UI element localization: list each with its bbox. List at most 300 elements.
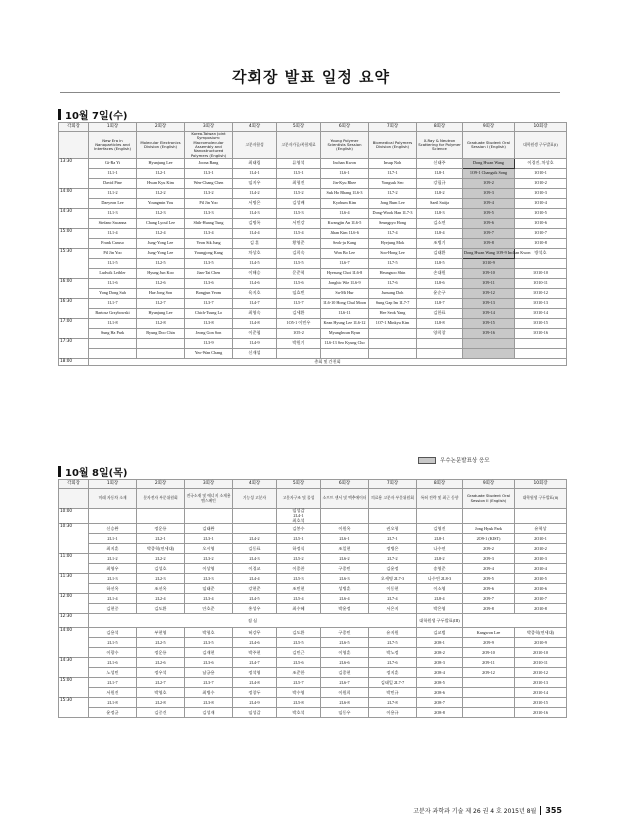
presentation-cell: Sung Ha Park	[89, 329, 137, 339]
presentation-cell	[137, 339, 185, 349]
session-header: 분자전자 부문위원회	[137, 489, 185, 509]
presentation-cell: 1O9-11	[463, 279, 515, 289]
presentation-cell: Yeo-Wan Chang	[185, 349, 233, 359]
presentation-cell: 1O9-3	[463, 189, 515, 199]
schedule-cell	[463, 509, 515, 524]
presentation-cell: 1L6-4	[321, 209, 369, 219]
room-header: 5회장	[277, 123, 321, 132]
presentation-cell: 1O9-1 Changsik Song	[463, 169, 515, 179]
presentation-cell: 2O10-10	[515, 648, 567, 658]
presentation-cell: 김윤정	[369, 564, 417, 574]
presentation-cell: 정석영	[233, 668, 277, 678]
presentation-cell: Daeyeon Lee	[89, 199, 137, 209]
presentation-cell	[463, 708, 515, 718]
presentation-cell: 1L2-3	[137, 209, 185, 219]
presentation-cell: 1L6-10 Hong Chul Moon	[321, 299, 369, 309]
presentation-cell: 1L3-7	[185, 299, 233, 309]
presentation-cell: 1O10-9	[463, 259, 515, 269]
presentation-cell: 1O10-5	[515, 209, 567, 219]
schedule-cell	[515, 509, 567, 524]
presentation-cell: 이종찬	[277, 564, 321, 574]
presentation-cell: Seok-ju Kang	[321, 239, 369, 249]
presentation-cell: 박윤정	[321, 604, 369, 614]
presentation-cell: Kwangjin An 1L6-5	[321, 219, 369, 229]
presentation-cell: 김성재	[185, 708, 233, 718]
presentation-cell: 1L5-1	[277, 169, 321, 179]
lunch-cell: 점 심	[89, 614, 417, 628]
presentation-cell: 2L4-8	[233, 678, 277, 688]
presentation-cell: 2O9-8	[463, 604, 515, 614]
presentation-cell: 1O10-1	[515, 169, 567, 179]
presentation-cell: 1L3-2	[185, 189, 233, 199]
presentation-cell: 2O10-12	[515, 668, 567, 678]
special-line: 최호석	[292, 517, 305, 523]
presentation-cell: 2O10-16	[515, 708, 567, 718]
presentation-cell: 이해승	[233, 269, 277, 279]
chair-cell: 이경진, 차상호	[515, 159, 567, 169]
presentation-cell: 서원진	[89, 688, 137, 698]
room-header: 9회장	[463, 480, 515, 489]
presentation-cell: 2L1-4	[89, 594, 137, 604]
session-header: New Era in Nanoparticles and Interfaces (English)	[89, 132, 137, 159]
presentation-cell: 최지훈	[89, 544, 137, 554]
presentation-cell: 강현준	[233, 584, 277, 594]
presentation-cell: Suk Ho Bhang 1L6-3	[321, 189, 369, 199]
presentation-cell: 2L3-4	[185, 594, 233, 604]
chair-cell: 구종민	[321, 628, 369, 638]
session-header: X-Ray & Neutron Scattering for Polymer Science	[417, 132, 463, 159]
presentation-cell: 1L5-3	[277, 209, 321, 219]
presentation-cell: 2O9-1 (KIST)	[463, 534, 515, 544]
chair-cell: 이원옥	[321, 524, 369, 534]
presentation-cell: 임태준	[185, 584, 233, 594]
room-header: 10회장	[515, 123, 567, 132]
journal-info: 고분자 과학과 기술 제 26 권 4 호 2015년 8월	[413, 808, 537, 815]
chair-cell: Dong Hwan Wang 1O9-9 Inchan Kwon	[463, 249, 515, 259]
presentation-cell: 윤순구	[417, 289, 463, 299]
presentation-cell: Saeil Satija	[417, 199, 463, 209]
presentation-cell: 김 훈	[233, 239, 277, 249]
presentation-cell: 2L8-1	[417, 534, 463, 544]
presentation-cell: 1L5-2	[277, 189, 321, 199]
presentation-cell: 손대원	[417, 269, 463, 279]
chair-cell: 류영석	[277, 159, 321, 169]
day1-heading-text: 10월 7일(수)	[65, 111, 128, 122]
presentation-cell: 2O9-7	[463, 594, 515, 604]
presentation-cell: 2L4-6	[233, 638, 277, 648]
presentation-cell: 1L6-11	[321, 309, 369, 319]
presentation-cell: Bartosz Grzybowski	[89, 309, 137, 319]
presentation-cell: 2O10-9	[515, 638, 567, 648]
presentation-cell: 박종혁(연세대)	[137, 544, 185, 554]
presentation-cell: Hyunjung Lee	[137, 309, 185, 319]
presentation-cell: 2L6-4	[321, 594, 369, 604]
presentation-cell: 김성배	[277, 199, 321, 209]
presentation-cell: 정우석	[137, 668, 185, 678]
chair-cell: Youngjong Kang	[185, 249, 233, 259]
session-header: Korea-Taiwan Joint Symposium: Macromolecular Assembly and Nanostructured Polymers (English)	[185, 132, 233, 159]
presentation-cell: 임성갑	[233, 708, 277, 718]
presentation-cell: 안호준	[185, 604, 233, 614]
chair-cell: 김희숙	[277, 249, 321, 259]
chair-cell	[233, 524, 277, 534]
presentation-cell: Pil Jin Yoo	[185, 199, 233, 209]
chair-cell: 김교범	[417, 628, 463, 638]
presentation-cell: Chich-Tsung Lo	[185, 309, 233, 319]
presentation-cell: 2L5-6	[277, 658, 321, 668]
chair-cell: Joona Bang	[185, 159, 233, 169]
presentation-cell: 1L3-9	[185, 339, 233, 349]
presentation-cell: 2O9-4	[463, 564, 515, 574]
session-header: 고분자합성	[233, 132, 277, 159]
presentation-cell: Jihan Kim 1L6-6	[321, 229, 369, 239]
presentation-cell	[417, 349, 463, 359]
presentation-cell: 2L2-3	[137, 574, 185, 584]
presentation-cell: 1L2-5	[137, 259, 185, 269]
presentation-cell: 2L6-3	[321, 574, 369, 584]
room-header: 9회장	[463, 123, 515, 132]
time-slot: 11:30	[59, 574, 89, 594]
presentation-cell: 1O10-15	[515, 319, 567, 329]
room-header: 2회장	[137, 123, 185, 132]
presentation-cell: 2L1-2	[89, 554, 137, 564]
presentation-cell: 1L4-2	[233, 189, 277, 199]
schedule-cell	[321, 509, 369, 524]
session-header: 기능성 고분자	[233, 489, 277, 509]
chair-cell: Soo-Hong Lee	[369, 249, 417, 259]
presentation-cell: 2L5-1	[277, 534, 321, 544]
presentation-cell: 2L4-7	[233, 658, 277, 668]
presentation-cell: 2L1-7	[89, 678, 137, 688]
chair-cell: Kangwon Lee	[463, 628, 515, 638]
presentation-cell: 서민강	[277, 219, 321, 229]
chair-cell: 김용석	[89, 628, 137, 638]
presentation-cell: 2L6-7	[321, 678, 369, 688]
presentation-cell: 최영우	[89, 564, 137, 574]
presentation-cell: 1O5-2	[277, 329, 321, 339]
presentation-cell: 박수영	[277, 688, 321, 698]
presentation-cell: 2L6-2	[321, 554, 369, 564]
presentation-cell: 2L5-3	[277, 574, 321, 584]
presentation-cell: 1L2-8	[137, 319, 185, 329]
presentation-cell	[463, 339, 515, 349]
presentation-cell: 1L8-8	[417, 319, 463, 329]
presentation-cell: Myunghwan Byun	[321, 329, 369, 339]
presentation-cell: 2L2-1	[137, 534, 185, 544]
session-header: Graduate Student Oral Session I (English)	[463, 132, 515, 159]
session-header	[59, 489, 89, 509]
time-slot: 16:30	[59, 299, 89, 319]
presentation-cell: 2L5-4	[277, 594, 321, 604]
presentation-cell: 1O9-5	[463, 209, 515, 219]
presentation-cell: 1L1-5	[89, 259, 137, 269]
presentation-cell: 1L4-9	[233, 339, 277, 349]
presentation-cell: Chang Lyoul Lee	[137, 219, 185, 229]
session-header: Biomedical Polymers Division (English)	[369, 132, 417, 159]
chair-cell: 김도환	[277, 628, 321, 638]
plenary-cell: 총회 및 간친회	[89, 359, 567, 366]
presentation-cell: Wen-Chang Chen	[185, 179, 233, 189]
time-slot: 10:30	[59, 524, 89, 554]
room-header: 7회장	[369, 123, 417, 132]
chair-cell: 차상호	[233, 249, 277, 259]
presentation-cell: 1O7-1 Minkyu Kim	[369, 319, 417, 329]
presentation-cell: Yong Dong Suh	[89, 289, 137, 299]
presentation-cell: 1O9-7	[463, 229, 515, 239]
presentation-cell: 1L7-5	[369, 259, 417, 269]
presentation-cell: 이준협	[233, 329, 277, 339]
presentation-cell: 2O9-9	[463, 638, 515, 648]
presentation-cell: 1O9-12	[463, 289, 515, 299]
presentation-cell: 1L1-8	[89, 319, 137, 329]
schedule-cell	[89, 509, 137, 524]
presentation-cell: 2L2-2	[137, 554, 185, 564]
chair-cell: Inchan Kwon	[321, 159, 369, 169]
presentation-cell: 1L7-4	[369, 229, 417, 239]
presentation-cell: 박주현	[233, 648, 277, 658]
presentation-cell: 1L3-8	[185, 319, 233, 329]
room-header: 5회장	[277, 480, 321, 489]
presentation-cell: 조준한	[277, 668, 321, 678]
presentation-cell: 1L1-7	[89, 299, 137, 309]
presentation-cell: 2L3-2	[185, 554, 233, 564]
day2-schedule-table	[58, 479, 567, 718]
time-slot: 14:30	[59, 658, 89, 678]
presentation-cell: 1L2-4	[137, 229, 185, 239]
chair-cell: 김영진	[417, 524, 463, 534]
presentation-cell: 1L3-4	[185, 229, 233, 239]
schedule-cell	[277, 509, 321, 524]
presentation-cell: 1L5-7	[277, 299, 321, 309]
presentation-cell	[89, 339, 137, 349]
room-header: 1회장	[89, 480, 137, 489]
chair-cell: Insup Noh	[369, 159, 417, 169]
presentation-cell: 1O9-14	[463, 309, 515, 319]
session-header: Molecular Electronics Division (English)	[137, 132, 185, 159]
room-header: 6회장	[321, 480, 369, 489]
presentation-cell: 1O10-10	[515, 269, 567, 279]
presentation-cell: 2L8-2	[417, 554, 463, 564]
presentation-cell: 1L7-6	[369, 279, 417, 289]
room-header: 3회장	[185, 480, 233, 489]
time-slot: 17:00	[59, 319, 89, 339]
presentation-cell: 1L5-6	[277, 279, 321, 289]
presentation-cell: 최수혜	[277, 604, 321, 614]
session-header: 소프트 센서 및 엑추에이터	[321, 489, 369, 509]
page-number: 355	[540, 806, 562, 815]
session-header: 대학원생 구두발표(I)	[515, 132, 567, 159]
presentation-cell: 2L8-4	[417, 594, 463, 604]
presentation-cell: Kyobum Kim	[321, 199, 369, 209]
presentation-cell: 1L3-5	[185, 259, 233, 269]
presentation-cell: Jian-Tai Chen	[185, 269, 233, 279]
presentation-cell: 2L4-2	[233, 534, 277, 544]
room-header: 10회장	[515, 480, 567, 489]
presentation-cell: Hyung Jun Koo	[137, 269, 185, 279]
presentation-cell: 2L1-8	[89, 698, 137, 708]
presentation-cell: 2O10-7	[515, 594, 567, 604]
presentation-cell: 1L2-7	[137, 299, 185, 309]
presentation-cell: 2L2-5	[137, 638, 185, 648]
presentation-cell: 1O10-16	[515, 329, 567, 339]
presentation-cell: 1L6-13 Seo Kyung Cho	[321, 339, 369, 349]
presentation-cell: 김재현	[185, 648, 233, 658]
presentation-cell: 임효빈	[277, 289, 321, 299]
presentation-cell: 2O10-6	[515, 584, 567, 594]
presentation-cell	[515, 259, 567, 269]
presentation-cell: 2O9-3	[463, 554, 515, 564]
special-line: 임성갑	[292, 508, 305, 513]
presentation-cell: 2O9-6	[463, 584, 515, 594]
time-slot: 13:30	[59, 159, 89, 189]
presentation-cell	[463, 349, 515, 359]
presentation-cell: 1O9-15	[463, 319, 515, 329]
presentation-cell: 최병수	[185, 688, 233, 698]
presentation-cell: 2O9-12	[463, 668, 515, 678]
special-line: 2L4-1	[293, 512, 304, 518]
presentation-cell: 김현중	[89, 604, 137, 614]
presentation-cell: 홍성우	[233, 604, 277, 614]
presentation-cell: 이원희	[321, 688, 369, 698]
presentation-cell: 2L7-4	[369, 594, 417, 604]
presentation-cell: 조병기	[417, 239, 463, 249]
presentation-cell: Jeong Gon Son	[185, 329, 233, 339]
page-title: 각회장 발표 일정 요약	[231, 68, 391, 86]
presentation-cell: 1L4-6	[233, 279, 277, 289]
time-slot: 15:00	[59, 229, 89, 249]
room-header: 8회장	[417, 480, 463, 489]
presentation-cell: 양희창	[417, 329, 463, 339]
presentation-cell: 2L5-2	[277, 554, 321, 564]
heading-bar	[58, 466, 61, 477]
presentation-cell: 2O9-10	[463, 648, 515, 658]
presentation-cell: 2O10-1	[515, 534, 567, 544]
day2-heading-text: 10월 8일(목)	[65, 468, 128, 479]
presentation-cell	[369, 339, 417, 349]
legend-text: 우수논문발표상 응모	[440, 458, 490, 464]
presentation-cell: 1L3-3	[185, 209, 233, 219]
presentation-cell: 조민현	[277, 584, 321, 594]
presentation-cell: 1O9-10	[463, 269, 515, 279]
presentation-cell: 1L4-4	[233, 229, 277, 239]
session-header: Young Polymer Scientists Session (English)	[321, 132, 369, 159]
presentation-cell: 1O9-16	[463, 329, 515, 339]
chair-cell: Gi-Ra Yi	[89, 159, 137, 169]
presentation-cell: 2L6-5	[321, 638, 369, 648]
presentation-cell: 2L7-2	[369, 554, 417, 564]
empty-cell	[463, 614, 567, 628]
presentation-cell: 문준혁	[277, 269, 321, 279]
presentation-cell: 2O8-8	[417, 708, 463, 718]
session-header: Graduate Student Oral Session II (English)	[463, 489, 515, 509]
presentation-cell: 이동현	[369, 584, 417, 594]
presentation-cell: 오세명 2L7-3	[369, 574, 417, 584]
presentation-cell: 2O9-2	[463, 544, 515, 554]
presentation-cell: 강필규	[417, 179, 463, 189]
presentation-cell: 이영훈	[321, 648, 369, 658]
time-slot: 15:30	[59, 249, 89, 279]
presentation-cell: 김민근	[277, 648, 321, 658]
presentation-cell: 서은지	[369, 604, 417, 614]
time-slot: 18:00	[59, 359, 89, 366]
presentation-cell: Su-Mi Hur	[321, 289, 369, 299]
presentation-cell: 2L5-7	[277, 678, 321, 688]
chair-cell: 김태완	[185, 524, 233, 534]
schedule-cell	[233, 509, 277, 524]
presentation-cell: Seungpyo Hong	[369, 219, 417, 229]
footer	[413, 806, 562, 815]
presentation-cell: 2L3-1	[185, 534, 233, 544]
presentation-cell: 김종현	[321, 668, 369, 678]
presentation-cell: 박호석	[277, 708, 321, 718]
room-header: 4회장	[233, 480, 277, 489]
session-header: 대학원생 구두발표(II)	[515, 489, 567, 509]
time-slot: 15:30	[59, 698, 89, 718]
presentation-cell: 이경교	[233, 564, 277, 574]
presentation-cell: 2L3-3	[185, 574, 233, 584]
chair-cell: Pil Jin Yoo	[89, 249, 137, 259]
presentation-cell: 1L2-1	[137, 169, 185, 179]
time-slot: 12:00	[59, 594, 89, 614]
schedule-cell	[417, 509, 463, 524]
room-header: 4회장	[233, 123, 277, 132]
presentation-cell: 1L4-7	[233, 299, 277, 309]
room-header: 1회장	[89, 123, 137, 132]
presentation-cell: 2L2-6	[137, 658, 185, 668]
room-header: 6회장	[321, 123, 369, 132]
presentation-cell	[463, 688, 515, 698]
heading-bar	[58, 109, 61, 120]
presentation-cell: 2L2-8	[137, 698, 185, 708]
chair-cell: 부현영	[137, 628, 185, 638]
presentation-cell: Kean Hyung Lee 1L6-12	[321, 319, 369, 329]
presentation-cell: 정창두	[233, 688, 277, 698]
presentation-cell: 이상영	[185, 564, 233, 574]
presentation-cell: 2O10-11	[515, 658, 567, 668]
presentation-cell	[515, 339, 567, 349]
schedule-cell	[137, 509, 185, 524]
presentation-cell: 박노정	[369, 648, 417, 658]
presentation-cell: 1L5-5	[277, 259, 321, 269]
time-slot: 14:00	[59, 189, 89, 209]
chair-cell: 박종혁(연세대)	[515, 628, 567, 638]
presentation-cell: 1L8-2	[417, 189, 463, 199]
presentation-cell: 1O9-2	[463, 179, 515, 189]
presentation-cell: 1O9-13	[463, 299, 515, 309]
presentation-cell: 1L4-1	[233, 169, 277, 179]
time-slot: 17:30	[59, 339, 89, 359]
presentation-cell: 1L1-3	[89, 209, 137, 219]
time-slot: 14:00	[59, 628, 89, 658]
presentation-cell: 2L5-5	[277, 638, 321, 648]
presentation-cell: 1L8-3	[417, 209, 463, 219]
presentation-cell: 2O10-3	[515, 554, 567, 564]
chair-cell: 최태림	[233, 159, 277, 169]
session-header: 미래 자동차 소재	[89, 489, 137, 509]
presentation-cell: 2O8-6	[417, 688, 463, 698]
presentation-cell: 김세환	[277, 309, 321, 319]
presentation-cell: 성병훈	[321, 584, 369, 594]
presentation-cell: 1L2-6	[137, 279, 185, 289]
presentation-cell: 김성호	[137, 564, 185, 574]
presentation-cell: 정운룡	[137, 648, 185, 658]
room-header: 각회장	[59, 123, 89, 132]
presentation-cell: 2O9-11	[463, 658, 515, 668]
presentation-cell: 1O10-14	[515, 309, 567, 319]
presentation-cell: 1O5-1 이민우	[277, 319, 321, 329]
session-header	[59, 132, 89, 159]
presentation-cell: 2L5-8	[277, 698, 321, 708]
